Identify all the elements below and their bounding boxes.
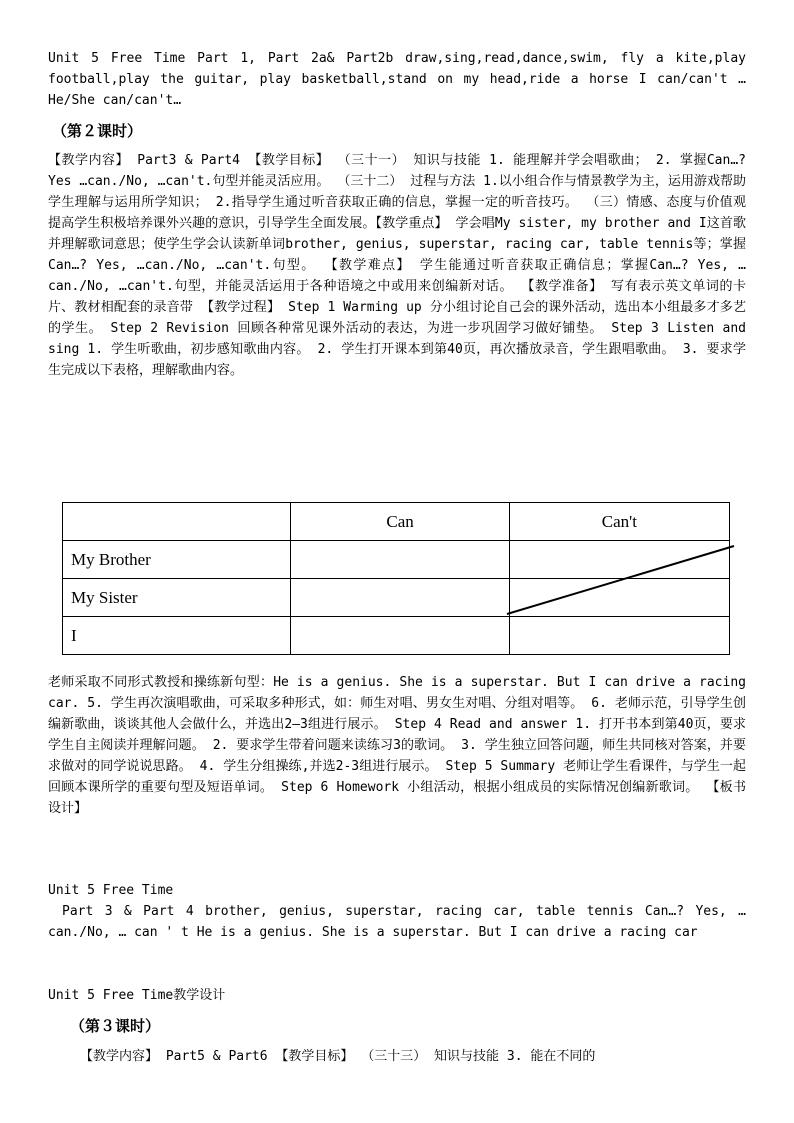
table-header-cell: Can	[291, 503, 509, 541]
board-design-title: Unit 5 Free Time	[48, 883, 174, 898]
diagonal-line	[506, 544, 736, 616]
board-design-body: Part 3 & Part 4 brother, genius, superstar, racing car, table tennis Can…? Yes, … can./No, … can ' t He is a genius. She is a superstar. But I can drive a racing car	[48, 904, 746, 940]
table-row	[63, 617, 730, 655]
table-cell: I	[63, 617, 291, 655]
lesson-2-body: 【教学内容】 Part3 & Part4 【教学目标】 （三十一） 知识与技能 1. 能理解并学会唱歌曲； 2. 掌握Can…? Yes …can./No, …can't.句型并能灵活应用。 （三十二） 过程与方法 1.以小组合作与情景教学为主，运用游戏帮助学生理解与运用所学知识； 2.指导学生通过听音获取正确的信息，掌握一定的听音技巧。 （三）情感、态度与价值观 提高学生积极培养课外兴趣的意识，引导学生全面发展。【教学重点】 学会唱My sister, my brother and I这首歌并理解歌词意思；使学生学会认读新单词brother, genius, superstar, racing car, table tennis等；掌握Can…? Yes, …can./No, …can't.句型。 【教学难点】 学生能通过听音获取正确信息；掌握Can…? Yes, …can./No, …can't.句型，并能灵活运用于各种语境之中或用来创编新对话。 【教学准备】 写有表示英文单词的卡片、教材相配套的录音带 【教学过程】 Step 1 Warming up 分小组讨论自己会的课外活动，选出本小组最多才多艺的学生。 Step 2 Revision 回顾各种常见课外活动的表达，为进一步巩固学习做好铺垫。 Step 3 Listen and sing 1. 学生听歌曲，初步感知歌曲内容。 2. 学生打开课本到第40页，再次播放录音，学生跟唱歌曲。 3. 要求学生完成以下表格，理解歌曲内容。	[48, 153, 746, 378]
table-cell	[291, 579, 509, 617]
table-cell	[509, 617, 729, 655]
table-cell	[291, 617, 509, 655]
unit5-part1-2-summary: Unit 5 Free Time Part 1, Part 2a& Part2b draw,sing,read,dance,swim, fly a kite,play football,play the guitar, play basketball,stand on my head,ride a horse I can/can't … He/She can/can't…	[48, 51, 746, 108]
table-cell: My Sister	[63, 579, 291, 617]
lesson-2-heading: （第２课时）	[52, 122, 143, 140]
table-header-cell: Can't	[509, 503, 729, 541]
table-cell	[291, 541, 509, 579]
lesson-3-heading: （第３课时）	[70, 1017, 161, 1035]
lesson-3-body: 【教学内容】 Part5 & Part6 【教学目标】 （三十三） 知识与技能 3. 能在不同的	[80, 1049, 596, 1064]
teaching-design-title: Unit 5 Free Time教学设计	[48, 988, 226, 1003]
table-header-row	[63, 503, 730, 541]
table-header-cell	[63, 503, 291, 541]
table-cell: My Brother	[63, 541, 291, 579]
lesson-2-activities: 老师采取不同形式教授和操练新句型：He is a genius. She is a superstar. But I can drive a racing car. 5. 学生再次演唱歌曲，可采取多种形式，如：师生对唱、男女生对唱、分组对唱等。 6. 老师示范，引导学生创编新歌曲，谈谈其他人会做什么，并选出2—3组进行展示。 Step 4 Read and answer 1. 打开书本到第40页，要求学生自主阅读并理解问题。 2. 要求学生带着问题来读练习3的歌词。 3. 学生独立回答问题，师生共同核对答案，并要求做对的同学说说思路。 4. 学生分组操练,并选2-3组进行展示。 Step 5 Summary 老师让学生看课件，与学生一起回顾本课所学的重要句型及短语单词。 Step 6 Homework 小组活动，根据小组成员的实际情况创编新歌词。 【板书设计】	[48, 675, 746, 816]
